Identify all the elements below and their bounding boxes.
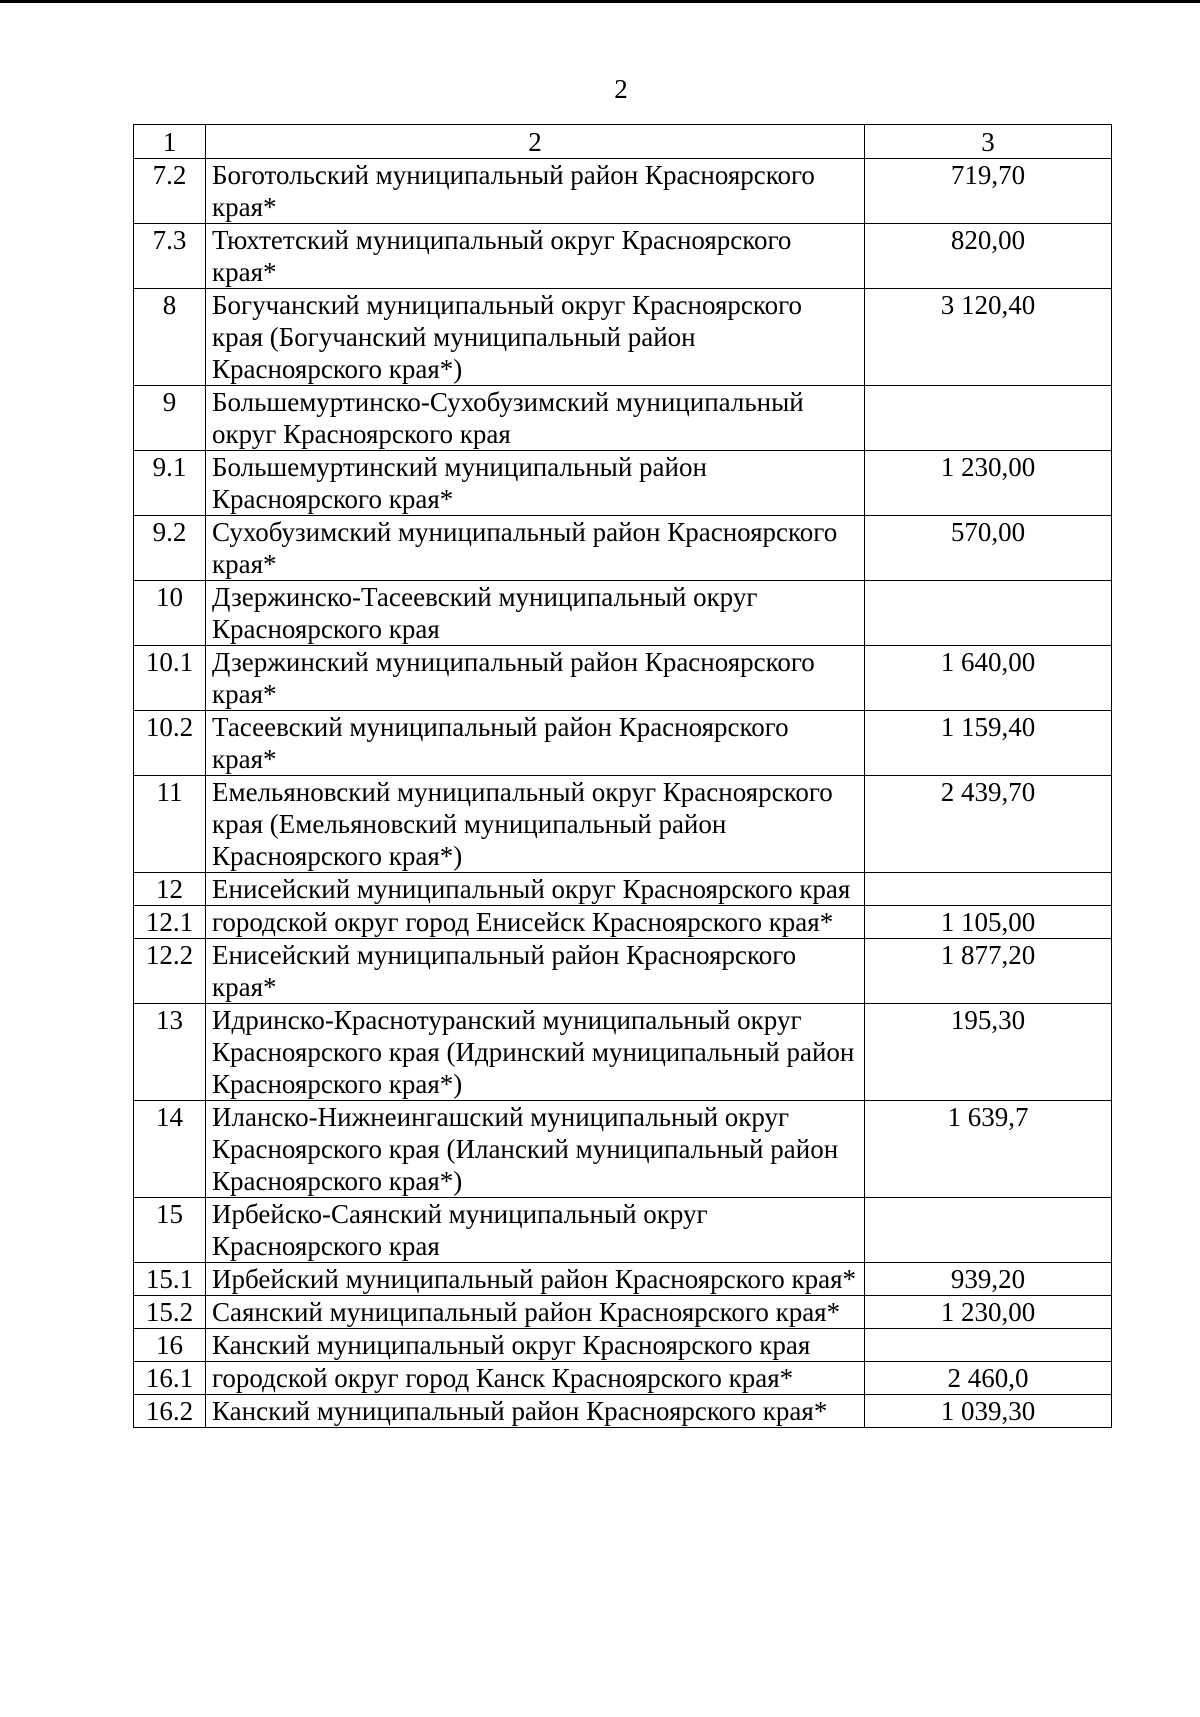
- row-name-cell: Сухобузимский муниципальный район Красноярского края*: [206, 516, 865, 581]
- row-name-cell: Канский муниципальный район Красноярского края*: [206, 1395, 865, 1428]
- table-row: [134, 906, 1112, 939]
- row-name-cell: Саянский муниципальный район Красноярского края*: [206, 1296, 865, 1329]
- header-cell-3: 3: [865, 125, 1112, 159]
- row-name-cell: Тюхтетский муниципальный округ Красноярского края*: [206, 224, 865, 289]
- row-number-cell: 9.1: [134, 451, 206, 516]
- row-name-cell: Тасеевский муниципальный район Красноярского края*: [206, 711, 865, 776]
- row-number-cell: 8: [134, 289, 206, 386]
- table-body: [134, 125, 1112, 1428]
- table-row: [134, 1329, 1112, 1362]
- row-value-cell: [865, 1198, 1112, 1263]
- page-number: 2: [614, 74, 628, 104]
- row-value-cell: 939,20: [865, 1263, 1112, 1296]
- table-row: [134, 1362, 1112, 1395]
- row-value-cell: 719,70: [865, 159, 1112, 224]
- row-value-cell: 1 230,00: [865, 451, 1112, 516]
- row-value-cell: 2 460,0: [865, 1362, 1112, 1395]
- table-row: [134, 1198, 1112, 1263]
- table-row: [134, 646, 1112, 711]
- row-name-cell: Большемуртинский муниципальный район Красноярского края*: [206, 451, 865, 516]
- row-value-cell: 1 105,00: [865, 906, 1112, 939]
- row-name-cell: Дзержинский муниципальный район Красноярского края*: [206, 646, 865, 711]
- table-row: [134, 1296, 1112, 1329]
- row-number-cell: 9: [134, 386, 206, 451]
- row-name-cell: Дзержинско-Тасеевский муниципальный округ Красноярского края: [206, 581, 865, 646]
- table-row: [134, 1263, 1112, 1296]
- table-row: [134, 1395, 1112, 1428]
- table-row: [134, 159, 1112, 224]
- row-number-cell: 15: [134, 1198, 206, 1263]
- table-row: [134, 776, 1112, 873]
- row-name-cell: Ирбейско-Саянский муниципальный округ Красноярского края: [206, 1198, 865, 1263]
- row-number-cell: 9.2: [134, 516, 206, 581]
- row-name-cell: Канский муниципальный округ Красноярского края: [206, 1329, 865, 1362]
- row-name-cell: Богучанский муниципальный округ Красноярского края (Богучанский муниципальный район Красноярского края*): [206, 289, 865, 386]
- table-row: [134, 289, 1112, 386]
- row-number-cell: 11: [134, 776, 206, 873]
- row-value-cell: 1 639,7: [865, 1101, 1112, 1198]
- row-value-cell: [865, 581, 1112, 646]
- row-number-cell: 12.2: [134, 939, 206, 1004]
- row-value-cell: [865, 386, 1112, 451]
- row-number-cell: 16.1: [134, 1362, 206, 1395]
- row-number-cell: 14: [134, 1101, 206, 1198]
- row-name-cell: Енисейский муниципальный округ Красноярского края: [206, 873, 865, 906]
- top-rule: [0, 0, 1200, 3]
- table-row: [134, 451, 1112, 516]
- table-row: [134, 711, 1112, 776]
- header-cell-1: 1: [134, 125, 206, 159]
- row-number-cell: 7.2: [134, 159, 206, 224]
- row-number-cell: 10.1: [134, 646, 206, 711]
- row-number-cell: 12.1: [134, 906, 206, 939]
- row-number-cell: 10: [134, 581, 206, 646]
- row-name-cell: Енисейский муниципальный район Красноярского края*: [206, 939, 865, 1004]
- row-name-cell: городской округ город Енисейск Красноярского края*: [206, 906, 865, 939]
- row-value-cell: 3 120,40: [865, 289, 1112, 386]
- row-value-cell: [865, 1329, 1112, 1362]
- table-row: [134, 386, 1112, 451]
- row-number-cell: 12: [134, 873, 206, 906]
- row-value-cell: 1 230,00: [865, 1296, 1112, 1329]
- table-header-row: [134, 125, 1112, 159]
- row-number-cell: 10.2: [134, 711, 206, 776]
- table-row: [134, 1004, 1112, 1101]
- row-number-cell: 13: [134, 1004, 206, 1101]
- table-row: [134, 1101, 1112, 1198]
- table-row: [134, 873, 1112, 906]
- row-value-cell: 1 640,00: [865, 646, 1112, 711]
- row-value-cell: 2 439,70: [865, 776, 1112, 873]
- row-value-cell: 1 877,20: [865, 939, 1112, 1004]
- row-name-cell: Боготольский муниципальный район Красноярского края*: [206, 159, 865, 224]
- header-cell-2: 2: [206, 125, 865, 159]
- table-row: [134, 581, 1112, 646]
- row-name-cell: Идринско-Краснотуранский муниципальный округ Красноярского края (Идринский муниципальный район Красноярского края*): [206, 1004, 865, 1101]
- row-name-cell: городской округ город Канск Красноярского края*: [206, 1362, 865, 1395]
- row-value-cell: 1 039,30: [865, 1395, 1112, 1428]
- row-value-cell: 195,30: [865, 1004, 1112, 1101]
- row-name-cell: Ирбейский муниципальный район Красноярского края*: [206, 1263, 865, 1296]
- row-number-cell: 15.2: [134, 1296, 206, 1329]
- row-value-cell: 820,00: [865, 224, 1112, 289]
- row-number-cell: 15.1: [134, 1263, 206, 1296]
- row-name-cell: Большемуртинско-Сухобузимский муниципальный округ Красноярского края: [206, 386, 865, 451]
- table-row: [134, 939, 1112, 1004]
- row-value-cell: [865, 873, 1112, 906]
- row-name-cell: Емельяновский муниципальный округ Красноярского края (Емельяновский муниципальный район Красноярского края*): [206, 776, 865, 873]
- row-number-cell: 16: [134, 1329, 206, 1362]
- row-number-cell: 7.3: [134, 224, 206, 289]
- row-value-cell: 570,00: [865, 516, 1112, 581]
- row-value-cell: 1 159,40: [865, 711, 1112, 776]
- row-number-cell: 16.2: [134, 1395, 206, 1428]
- table-row: [134, 224, 1112, 289]
- municipal-table: [133, 124, 1112, 1428]
- row-name-cell: Иланско-Нижнеингашский муниципальный округ Красноярского края (Иланский муниципальный район Красноярского края*): [206, 1101, 865, 1198]
- table-row: [134, 516, 1112, 581]
